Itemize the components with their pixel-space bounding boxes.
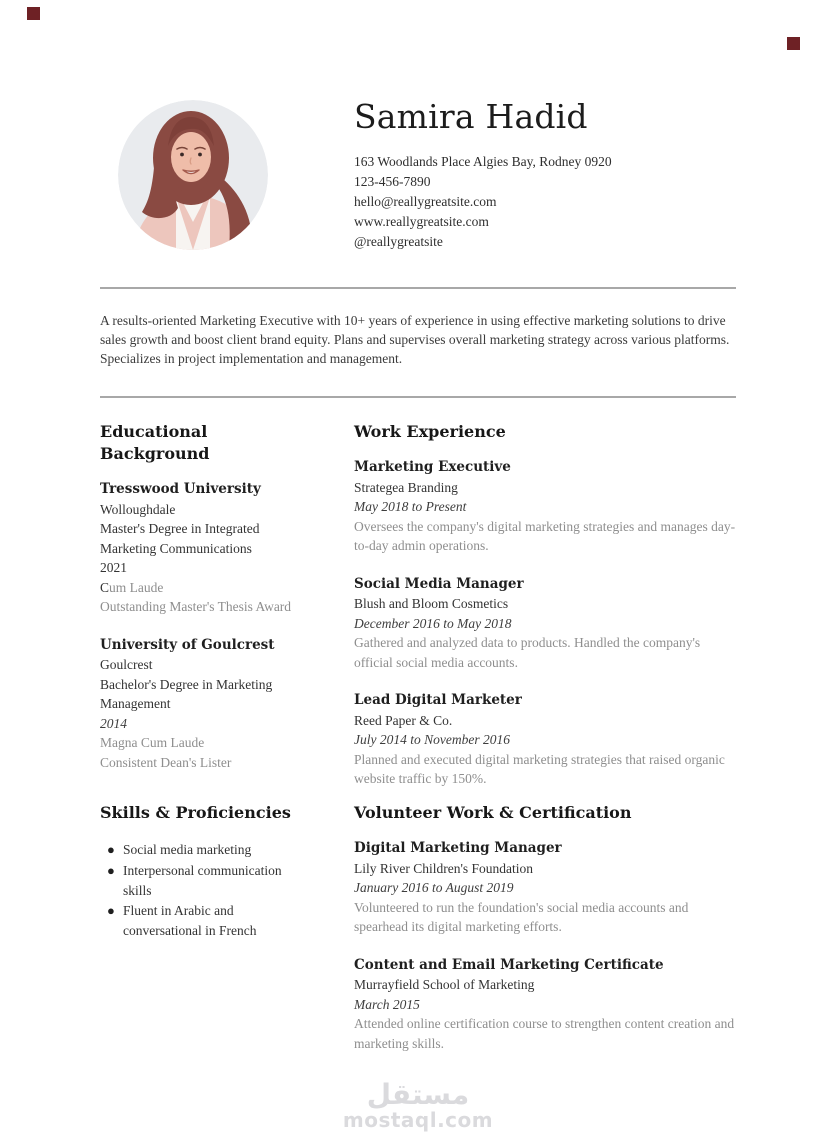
volunteer-dates: January 2016 to August 2019: [354, 880, 514, 895]
job-description: Gathered and analyzed data to products. Handled the company's official social media accounts.: [354, 635, 701, 670]
honors: Magna Cum Laude: [100, 735, 205, 750]
profile-summary: A results-oriented Marketing Executive with 10+ years of experience in using effective marketing solutions to drive sales growth and boost client brand equity. Plans and supervises overall marketing strategy across various platforms. Specializes in project implementation and management.: [100, 313, 730, 366]
job-title: Social Media Manager: [354, 575, 524, 592]
company-name: Reed Paper & Co.: [354, 712, 453, 728]
certificate-description: Attended online certification course to strengthen content creation and marketing skills.: [354, 1016, 735, 1051]
work-entry: [354, 691, 736, 789]
section-skills: [100, 802, 300, 1072]
corner-accent-top-left: [27, 7, 40, 20]
job-title: Marketing Executive: [354, 459, 511, 475]
degree: Bachelor's Degree in Marketing Management: [100, 676, 273, 711]
graduation-year: 2021: [100, 560, 127, 575]
award: Consistent Dean's Lister: [100, 754, 232, 770]
section-work-experience: [354, 421, 736, 802]
divider-top: [100, 287, 736, 289]
profile-photo-illustration: [118, 100, 268, 250]
profile-photo: [118, 100, 268, 250]
contact-address: 163 Woodlands Place Algies Bay, Rodney 0920: [354, 154, 612, 169]
header: [354, 96, 754, 252]
skill-item: ● Interpersonal communication skills: [107, 862, 282, 898]
volunteer-entry: [354, 956, 736, 1054]
education-entry: [100, 480, 300, 617]
volunteer-description: Volunteered to run the foundation's social media accounts and spearhead its digital marketing efforts.: [354, 899, 689, 934]
bullet-icon: ●: [107, 862, 115, 878]
volunteer-title: Digital Marketing Manager: [354, 840, 562, 856]
contact-social-handle: @reallygreatsite: [354, 234, 443, 249]
corner-accent-top-right: [787, 37, 800, 50]
job-dates: July 2014 to November 2016: [354, 732, 510, 747]
education-heading: Educational Background: [100, 422, 210, 463]
job-dates: December 2016 to May 2018: [354, 615, 512, 631]
graduation-year: 2014: [100, 715, 127, 731]
skills-heading: Skills & Proficiencies: [100, 803, 291, 822]
school-name: Tresswood University: [100, 481, 261, 497]
education-entry: [100, 636, 300, 773]
school-name: University of Goulcrest: [100, 636, 275, 653]
award: Outstanding Master's Thesis Award: [100, 599, 292, 614]
section-volunteer: [354, 802, 736, 1072]
volunteer-heading: Volunteer Work & Certification: [354, 803, 632, 822]
school-location: Goulcrest: [100, 657, 153, 672]
job-description: Oversees the company's digital marketing strategies and manages day-to-day admin operations.: [354, 518, 736, 553]
contact-phone: 123-456-7890: [354, 174, 431, 189]
contact-block: [354, 152, 754, 252]
job-description: Planned and executed digital marketing strategies that raised organic website traffic by 150%.: [354, 751, 725, 786]
mostaql-watermark: [0, 1080, 836, 1132]
work-entry: [354, 575, 736, 673]
company-name: Blush and Bloom Cosmetics: [354, 596, 509, 611]
job-dates: May 2018 to Present: [354, 499, 467, 514]
work-entry: [354, 458, 736, 556]
certificate-date: March 2015: [354, 996, 420, 1012]
volunteer-entry: [354, 839, 736, 937]
divider-bottom: [100, 396, 736, 398]
mostaql-logo-arabic: مستقل: [366, 1078, 470, 1111]
contact-email: hello@reallygreatsite.com: [354, 194, 497, 209]
two-column-body: [100, 421, 736, 1072]
degree: Master's Degree in Integrated Marketing Communications: [100, 521, 260, 556]
contact-website: www.reallygreatsite.com: [354, 214, 489, 229]
job-title: Lead Digital Marketer: [354, 692, 522, 708]
mostaql-domain: mostaql.com: [342, 1108, 494, 1132]
work-heading: Work Experience: [354, 422, 506, 441]
school-location: Wolloughdale: [100, 501, 176, 517]
person-name: Samira Hadid: [354, 97, 588, 136]
company-name: Strategea Branding: [354, 479, 458, 495]
skill-item: ● Social media marketing: [100, 840, 300, 860]
organization-name: Lily River Children's Foundation: [354, 860, 534, 876]
bullet-icon: ●: [107, 903, 115, 919]
skill-item: ● Fluent in Arabic and conversational in French: [107, 903, 257, 939]
organization-name: Murrayfield School of Marketing: [354, 977, 535, 992]
bullet-icon: ●: [107, 842, 115, 857]
skills-list: [100, 840, 300, 941]
certificate-title: Content and Email Marketing Certificate: [354, 956, 664, 973]
honors: Cum Laude: [100, 579, 164, 595]
section-education: [100, 421, 300, 802]
